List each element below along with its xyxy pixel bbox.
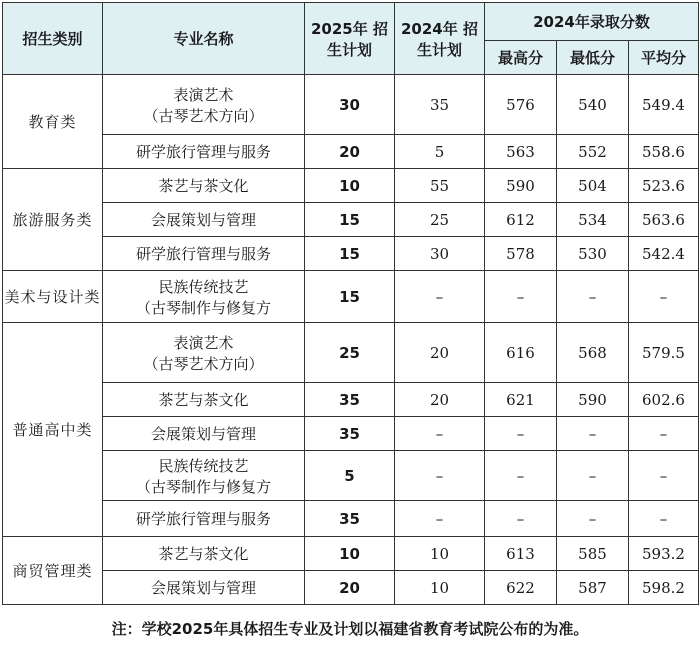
plan2024-cell: 35 bbox=[395, 75, 485, 135]
header-min: 最低分 bbox=[557, 41, 629, 75]
min-score-cell: – bbox=[557, 451, 629, 501]
avg-score-cell: – bbox=[629, 417, 699, 451]
major-name: 会展策划与管理 bbox=[150, 211, 256, 229]
max-score-cell: 590 bbox=[485, 169, 557, 203]
header-admission2024: 2024年录取分数 bbox=[485, 3, 699, 41]
max-score-cell: 578 bbox=[485, 237, 557, 271]
max-score-cell: 622 bbox=[485, 571, 557, 605]
table-row bbox=[3, 75, 699, 135]
table-row bbox=[3, 571, 699, 605]
major-subtitle: （古琴艺术方向） bbox=[143, 354, 264, 373]
major-cell bbox=[103, 75, 305, 135]
max-score-cell: 576 bbox=[485, 75, 557, 135]
max-score-cell: – bbox=[485, 451, 557, 501]
avg-score-cell: 593.2 bbox=[629, 537, 699, 571]
plan2025-cell: 10 bbox=[305, 537, 395, 571]
avg-score-cell: 523.6 bbox=[629, 169, 699, 203]
table-row bbox=[3, 271, 699, 323]
major-cell bbox=[103, 323, 305, 383]
table-row bbox=[3, 501, 699, 537]
header-avg: 平均分 bbox=[629, 41, 699, 75]
major-name: 会展策划与管理 bbox=[150, 579, 256, 597]
major-cell bbox=[103, 383, 305, 417]
avg-score-cell: 558.6 bbox=[629, 135, 699, 169]
major-cell bbox=[103, 271, 305, 323]
plan2024-cell: – bbox=[395, 271, 485, 323]
header-plan2024: 2024年 招生计划 bbox=[395, 3, 485, 75]
major-name: 民族传统技艺 bbox=[158, 277, 249, 296]
plan2025-cell: 20 bbox=[305, 135, 395, 169]
plan2024-cell: 5 bbox=[395, 135, 485, 169]
admission-table bbox=[2, 2, 699, 605]
min-score-cell: 530 bbox=[557, 237, 629, 271]
header-major: 专业名称 bbox=[103, 3, 305, 75]
table-row bbox=[3, 203, 699, 237]
table-row bbox=[3, 383, 699, 417]
min-score-cell: 534 bbox=[557, 203, 629, 237]
major-name: 茶艺与茶文化 bbox=[158, 545, 249, 563]
major-subtitle: （古琴制作与修复方 bbox=[135, 298, 271, 317]
avg-score-cell: 542.4 bbox=[629, 237, 699, 271]
major-name: 民族传统技艺 bbox=[158, 456, 249, 475]
table-row bbox=[3, 135, 699, 169]
max-score-cell: – bbox=[485, 417, 557, 451]
table-body bbox=[3, 75, 699, 605]
max-score-cell: 563 bbox=[485, 135, 557, 169]
min-score-cell: 504 bbox=[557, 169, 629, 203]
plan2025-cell: 35 bbox=[305, 501, 395, 537]
min-score-cell: 552 bbox=[557, 135, 629, 169]
major-name: 会展策划与管理 bbox=[150, 425, 256, 443]
plan2025-cell: 15 bbox=[305, 203, 395, 237]
major-name: 表演艺术 bbox=[173, 333, 234, 352]
major-subtitle: （古琴制作与修复方 bbox=[135, 477, 271, 496]
plan2024-cell: – bbox=[395, 417, 485, 451]
plan2025-cell: 10 bbox=[305, 169, 395, 203]
plan2025-cell: 35 bbox=[305, 417, 395, 451]
major-name: 研学旅行管理与服务 bbox=[135, 143, 271, 161]
avg-score-cell: – bbox=[629, 271, 699, 323]
table-row bbox=[3, 323, 699, 383]
min-score-cell: 590 bbox=[557, 383, 629, 417]
min-score-cell: – bbox=[557, 501, 629, 537]
category-cell: 普通高中类 bbox=[3, 323, 103, 537]
plan2024-cell: – bbox=[395, 501, 485, 537]
major-cell bbox=[103, 237, 305, 271]
avg-score-cell: – bbox=[629, 501, 699, 537]
avg-score-cell: 598.2 bbox=[629, 571, 699, 605]
plan2024-cell: 25 bbox=[395, 203, 485, 237]
plan2024-cell: 20 bbox=[395, 383, 485, 417]
major-cell bbox=[103, 203, 305, 237]
plan2024-cell: 55 bbox=[395, 169, 485, 203]
table-row bbox=[3, 169, 699, 203]
table-header bbox=[3, 3, 699, 75]
table-row bbox=[3, 451, 699, 501]
plan2025-cell: 35 bbox=[305, 383, 395, 417]
header-category: 招生类别 bbox=[3, 3, 103, 75]
plan2024-cell: 10 bbox=[395, 571, 485, 605]
major-name: 研学旅行管理与服务 bbox=[135, 245, 271, 263]
table-row bbox=[3, 537, 699, 571]
category-cell: 教育类 bbox=[3, 75, 103, 169]
table-row bbox=[3, 417, 699, 451]
min-score-cell: – bbox=[557, 271, 629, 323]
major-name: 茶艺与茶文化 bbox=[158, 391, 249, 409]
plan2024-cell: 10 bbox=[395, 537, 485, 571]
plan2024-cell: 30 bbox=[395, 237, 485, 271]
plan2024-cell: – bbox=[395, 451, 485, 501]
plan2025-cell: 25 bbox=[305, 323, 395, 383]
max-score-cell: – bbox=[485, 501, 557, 537]
header-max: 最高分 bbox=[485, 41, 557, 75]
min-score-cell: 568 bbox=[557, 323, 629, 383]
category-cell: 美术与设计类 bbox=[3, 271, 103, 323]
avg-score-cell: – bbox=[629, 451, 699, 501]
table-row bbox=[3, 237, 699, 271]
min-score-cell: – bbox=[557, 417, 629, 451]
max-score-cell: 616 bbox=[485, 323, 557, 383]
plan2025-cell: 15 bbox=[305, 237, 395, 271]
major-cell bbox=[103, 417, 305, 451]
plan2025-cell: 5 bbox=[305, 451, 395, 501]
avg-score-cell: 563.6 bbox=[629, 203, 699, 237]
major-cell bbox=[103, 169, 305, 203]
major-cell bbox=[103, 501, 305, 537]
major-name: 表演艺术 bbox=[173, 85, 234, 104]
avg-score-cell: 602.6 bbox=[629, 383, 699, 417]
major-name: 研学旅行管理与服务 bbox=[135, 510, 271, 528]
major-subtitle: （古琴艺术方向） bbox=[143, 106, 264, 125]
plan2024-cell: 20 bbox=[395, 323, 485, 383]
footnote: 注：学校2025年具体招生专业及计划以福建省教育考试院公布的为准。 bbox=[111, 619, 589, 638]
avg-score-cell: 579.5 bbox=[629, 323, 699, 383]
category-cell: 旅游服务类 bbox=[3, 169, 103, 271]
major-name: 茶艺与茶文化 bbox=[158, 177, 249, 195]
category-cell: 商贸管理类 bbox=[3, 537, 103, 605]
plan2025-cell: 30 bbox=[305, 75, 395, 135]
plan2025-cell: 15 bbox=[305, 271, 395, 323]
max-score-cell: 613 bbox=[485, 537, 557, 571]
avg-score-cell: 549.4 bbox=[629, 75, 699, 135]
min-score-cell: 540 bbox=[557, 75, 629, 135]
major-cell bbox=[103, 135, 305, 169]
plan2025-cell: 20 bbox=[305, 571, 395, 605]
major-cell bbox=[103, 451, 305, 501]
major-cell bbox=[103, 571, 305, 605]
max-score-cell: 612 bbox=[485, 203, 557, 237]
max-score-cell: 621 bbox=[485, 383, 557, 417]
min-score-cell: 587 bbox=[557, 571, 629, 605]
min-score-cell: 585 bbox=[557, 537, 629, 571]
max-score-cell: – bbox=[485, 271, 557, 323]
header-plan2025: 2025年 招生计划 bbox=[305, 3, 395, 75]
major-cell bbox=[103, 537, 305, 571]
